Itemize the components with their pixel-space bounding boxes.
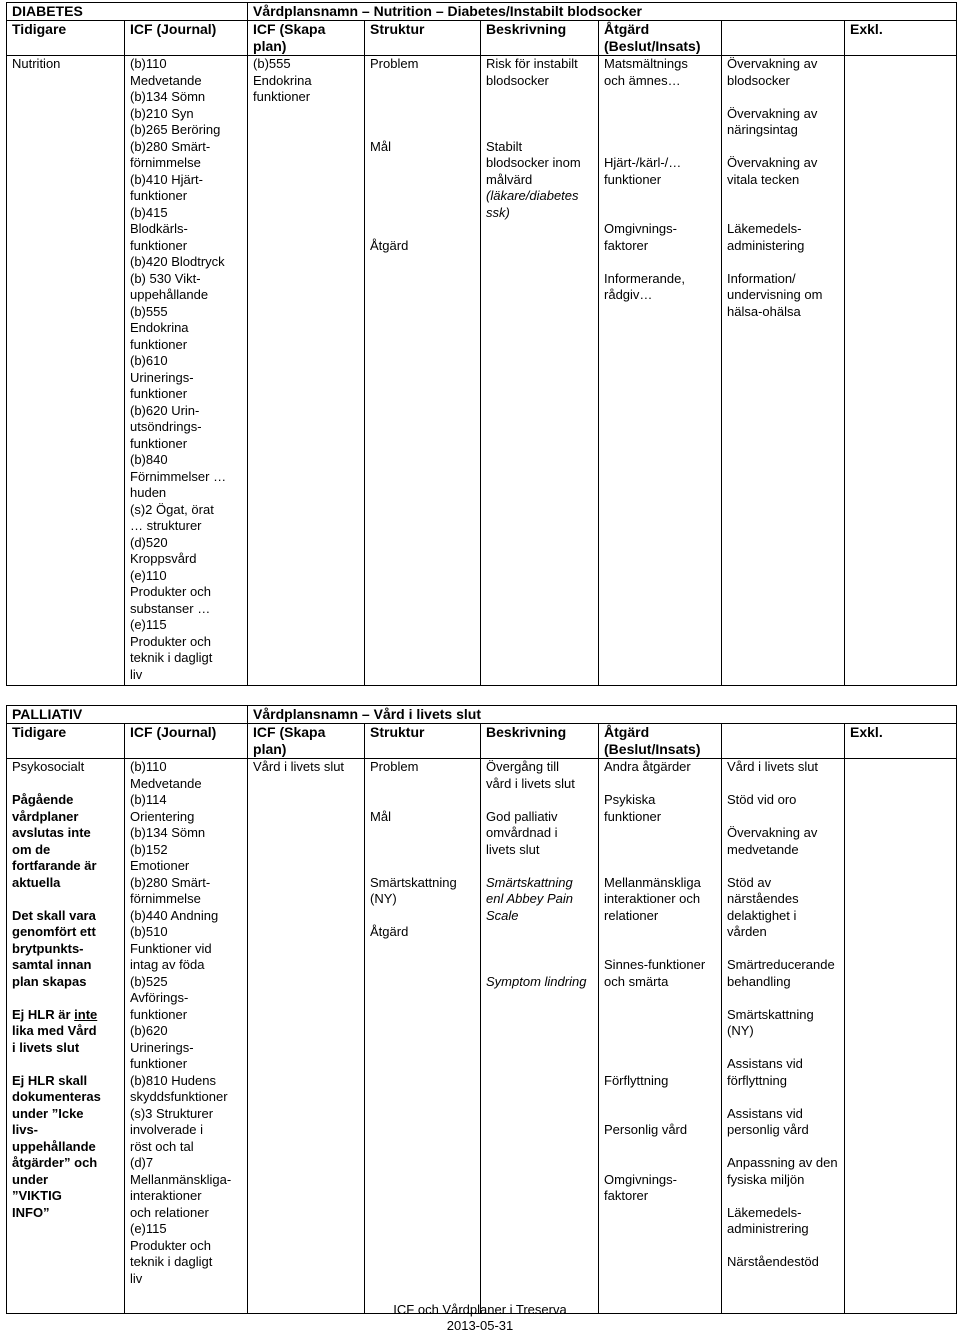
cell-line: interaktioner och — [604, 891, 701, 906]
header-row — [7, 21, 957, 56]
header-tidigare: Tidigare — [7, 21, 125, 56]
cell-line — [370, 908, 475, 925]
cell-line: Risk för instabilt — [486, 56, 578, 71]
cell-line: (b)555 — [130, 303, 168, 319]
cell-line: ”VIKTIG — [12, 1188, 62, 1203]
cell-line — [486, 924, 593, 941]
cell-line: hälsa-ohälsa — [727, 303, 801, 319]
care-plan-name: Vårdplansnamn – Nutrition – Diabetes/Instabilt blodsocker — [248, 3, 957, 21]
cell-line — [604, 205, 716, 222]
cell-line — [604, 1106, 716, 1123]
body-row — [7, 759, 957, 1314]
cell-line: Anpassning av den — [727, 1155, 838, 1170]
cell-line: Problem — [370, 759, 419, 774]
header-icf-journal: ICF (Journal) — [125, 724, 248, 759]
cell-line: Urinerings- — [130, 1039, 194, 1055]
cell-line: Stöd av — [727, 874, 772, 890]
cell-line: Förflyttning — [604, 1072, 669, 1088]
cell-line: under ”Icke — [12, 1105, 84, 1121]
cell-line: vårdplaner — [12, 808, 79, 824]
cell-line: Mål — [370, 138, 391, 154]
cell-line: livets slut — [486, 841, 540, 857]
cell-line: (NY) — [727, 1023, 754, 1038]
cell-line: (b)525 — [130, 973, 168, 989]
cell-line — [486, 106, 593, 123]
cell-line — [486, 858, 593, 875]
cell-line: (d)7 — [130, 1155, 154, 1170]
cell-line: Symptom lindring — [486, 973, 587, 989]
cell-line: enl Abbey Pain — [486, 891, 573, 906]
cell-line: i livets slut — [12, 1039, 80, 1055]
cell-line — [727, 1040, 839, 1057]
cell-line: Åtgärd — [370, 237, 409, 253]
cell-line: (e)115 — [130, 617, 167, 632]
cell-line — [727, 139, 839, 156]
cell-line: utsöndrings- — [130, 419, 202, 434]
header-exkl: Exkl. — [845, 724, 957, 759]
cell-line: Matsmältnings — [604, 56, 688, 71]
cell-line — [604, 1007, 716, 1024]
cell-line — [486, 957, 593, 974]
cell-line — [486, 941, 593, 958]
cell-line: (b)810 Hudens — [130, 1072, 216, 1088]
cell-line: undervisning om — [727, 287, 823, 302]
cell-line: Problem — [370, 56, 419, 71]
cell-line: lika med Vård — [12, 1023, 97, 1038]
cell-line: faktorer — [604, 1188, 649, 1203]
header-row — [7, 724, 957, 759]
cell-line: om de — [12, 841, 51, 857]
header-exkl: Exkl. — [845, 21, 957, 56]
cell-line — [727, 254, 839, 271]
cell-line: under — [12, 1171, 49, 1187]
cell-line — [727, 205, 839, 222]
cell-line — [604, 188, 716, 205]
cell-line — [486, 122, 593, 139]
cell-line: Medvetande — [130, 72, 202, 88]
cell-line: Hjärt-/kärl-/… — [604, 155, 682, 170]
cell-line: Psykiska — [604, 792, 656, 807]
cell-line — [604, 776, 716, 793]
cell-line — [727, 941, 839, 958]
cell-line: Ej HLR skall — [12, 1072, 88, 1088]
cell-line — [604, 122, 716, 139]
cell-line: (b)415 — [130, 204, 168, 220]
cell-line — [604, 106, 716, 123]
cell-line: INFO” — [12, 1204, 50, 1220]
cell-line — [370, 188, 475, 205]
cell-line: faktorer — [604, 237, 649, 253]
cell-line: målvärd — [486, 171, 533, 187]
cell-line: Medvetande — [130, 775, 202, 791]
cell-line — [604, 842, 716, 859]
cell-line: (b)152 — [130, 841, 168, 857]
cell-line — [604, 858, 716, 875]
cell-line — [604, 1155, 716, 1172]
header-beskrivning: Beskrivning — [481, 724, 599, 759]
cell-line — [12, 990, 119, 1007]
cell-line: åtgärder” och — [12, 1155, 98, 1170]
header-blank — [722, 724, 845, 759]
cell-line: (b)620 Urin- — [130, 402, 200, 418]
cell-line — [12, 1056, 119, 1073]
cell-line: röst och tal — [130, 1138, 194, 1154]
cell-line — [370, 221, 475, 238]
cell-atgard — [599, 759, 722, 1314]
cell-atgard — [599, 56, 722, 686]
cell-line: (b)280 Smärt- — [130, 138, 211, 154]
cell-line: Vård i livets slut — [727, 759, 819, 774]
section-title: DIABETES — [7, 3, 248, 21]
header-atgard: Åtgärd (Beslut/Insats) — [599, 21, 722, 56]
cell-line: funktioner — [253, 89, 311, 104]
cell-line: Produkter och — [130, 1237, 211, 1253]
header-tidigare: Tidigare — [7, 724, 125, 759]
cell-line: förnimmelse — [130, 891, 201, 906]
cell-line — [604, 1040, 716, 1057]
cell-line: förnimmelse — [130, 155, 201, 170]
cell-line: (b)110 — [130, 759, 167, 774]
cell-line — [727, 1238, 839, 1255]
cell-line — [604, 924, 716, 941]
cell-line: vården — [727, 924, 767, 939]
cell-icf-skapa — [248, 759, 365, 1314]
cell-line: funktioner — [130, 386, 188, 401]
cell-exkl — [845, 759, 957, 1314]
cell-line: Övervakning av — [727, 825, 818, 840]
section-title: PALLIATIV — [7, 706, 248, 724]
cell-line: och smärta — [604, 973, 669, 989]
cell-line: uppehållande — [130, 287, 209, 302]
cell-line: funktioner — [130, 188, 188, 203]
cell-line: vård i livets slut — [486, 775, 575, 791]
cell-line: Sinnes-funktioner — [604, 957, 706, 972]
cell-line: Blodkärls- — [130, 221, 188, 236]
cell-line: funktioner — [130, 237, 188, 253]
cell-line: (b)555 — [253, 56, 291, 71]
cell-line: Det skall vara — [12, 907, 96, 923]
cell-line: avslutas inte — [12, 825, 91, 840]
cell-line — [604, 89, 716, 106]
cell-line: Övergång till — [486, 759, 559, 774]
care-plan-name: Vårdplansnamn – Vård i livets slut — [248, 706, 957, 724]
tidigare-label: Psykosocialt — [12, 759, 85, 774]
cell-tidigare: Nutrition — [7, 56, 125, 686]
cell-line: Smärtskattning — [727, 1006, 814, 1022]
cell-line: (b)440 Andning — [130, 907, 219, 923]
cell-line — [370, 73, 475, 90]
diabetes-table — [6, 2, 957, 686]
cell-line: fortfarande är — [12, 858, 97, 873]
cell-line: Förnimmelser … — [130, 468, 227, 484]
cell-exkl — [845, 56, 957, 686]
cell-line: plan skapas — [12, 973, 87, 989]
cell-line: Kroppsvård — [130, 551, 197, 566]
cell-line: Mellanmänskliga — [604, 874, 701, 890]
cell-line — [486, 792, 593, 809]
cell-line: blodsocker inom — [486, 155, 581, 170]
cell-line — [486, 89, 593, 106]
cell-line: Omgivnings- — [604, 1171, 677, 1187]
cell-line — [604, 254, 716, 271]
cell-line: Endokrina — [130, 320, 189, 335]
palliativ-table — [6, 705, 957, 1314]
cell-line: (b)610 — [130, 353, 168, 368]
cell-line: Information/ — [727, 270, 796, 286]
cell-atgard-insats — [722, 759, 845, 1314]
cell-line: Övervakning av — [727, 155, 818, 170]
cell-icf-skapa — [248, 56, 365, 686]
cell-line: Åtgärd — [370, 924, 409, 939]
cell-line: teknik i dagligt — [130, 1254, 213, 1269]
cell-line: Vård i livets slut — [253, 759, 345, 774]
cell-line: … strukturer — [130, 518, 202, 533]
cell-line: (e)115 — [130, 1221, 167, 1236]
cell-line: blodsocker — [727, 72, 790, 88]
cell-line: Andra åtgärder — [604, 759, 691, 774]
cell-line: interaktioner — [130, 1188, 202, 1203]
cell-line: funktioner — [130, 1006, 188, 1022]
cell-line: teknik i dagligt — [130, 650, 213, 665]
cell-line — [604, 1089, 716, 1106]
cell-line: (s)3 Strukturer — [130, 1105, 214, 1121]
cell-line: (b)840 — [130, 452, 168, 467]
cell-line: behandling — [727, 973, 791, 989]
cell-line: God palliativ — [486, 808, 558, 824]
cell-line — [12, 891, 119, 908]
cell-line: fysiska miljön — [727, 1171, 805, 1187]
cell-line: omvårdnad i — [486, 825, 558, 840]
cell-line: (NY) — [370, 891, 397, 906]
cell-line: Mellanmänskliga- — [130, 1171, 232, 1187]
header-icf-skapa: ICF (Skapa plan) — [248, 724, 365, 759]
cell-line: Produkter och — [130, 633, 211, 649]
cell-line: (b)420 Blodtryck — [130, 254, 225, 269]
cell-beskrivning — [481, 759, 599, 1314]
cell-struktur — [365, 56, 481, 686]
cell-struktur — [365, 759, 481, 1314]
cell-line: personlig vård — [727, 1122, 809, 1137]
cell-line: Smärtreducerande — [727, 957, 835, 972]
cell-line — [370, 122, 475, 139]
cell-line — [727, 89, 839, 106]
cell-beskrivning — [481, 56, 599, 686]
cell-line: aktuella — [12, 874, 61, 890]
cell-line: Stabilt — [486, 138, 523, 154]
cell-line: (e)110 — [130, 567, 167, 583]
cell-line: och relationer — [130, 1204, 209, 1220]
cell-line: intag av föda — [130, 957, 205, 972]
header-struktur: Struktur — [365, 724, 481, 759]
cell-atgard-insats — [722, 56, 845, 686]
cell-line: (b)114 — [130, 792, 167, 807]
cell-line: Närståendestöd — [727, 1254, 819, 1269]
cell-icf-journal — [125, 759, 248, 1314]
cell-line: Läkemedels- — [727, 221, 802, 236]
cell-line — [727, 1188, 839, 1205]
cell-line: inte — [74, 1006, 98, 1022]
cell-line: Ej HLR är inte — [12, 1006, 98, 1022]
cell-line: Endokrina — [253, 72, 312, 88]
cell-line — [370, 825, 475, 842]
cell-line — [370, 776, 475, 793]
cell-line: (b)210 Syn — [130, 105, 194, 121]
cell-line: uppehållande — [12, 1138, 96, 1154]
cell-line: delaktighet i — [727, 907, 797, 923]
cell-line: (läkare/diabetes — [486, 188, 579, 203]
cell-line: (b)280 Smärt- — [130, 874, 211, 890]
cell-line — [604, 825, 716, 842]
cell-line: funktioner — [604, 171, 662, 187]
body-row — [7, 56, 957, 686]
cell-line — [727, 776, 839, 793]
cell-line: Läkemedels- — [727, 1204, 802, 1220]
cell-line: funktioner — [604, 808, 662, 824]
cell-line: administrering — [727, 1221, 809, 1236]
cell-line: liv — [130, 666, 143, 682]
cell-line — [604, 941, 716, 958]
cell-line: medvetande — [727, 841, 799, 857]
cell-line: Smärtskattning — [486, 874, 573, 890]
header-beskrivning: Beskrivning — [481, 21, 599, 56]
cell-line: (b)510 — [130, 924, 168, 939]
cell-line: Avförings- — [130, 990, 189, 1005]
cell-line: Stöd vid oro — [727, 792, 797, 807]
cell-line — [370, 89, 475, 106]
cell-line: förflyttning — [727, 1072, 787, 1088]
cell-tidigare — [7, 759, 125, 1314]
cell-line: (s)2 Ögat, örat — [130, 501, 214, 517]
cell-line — [727, 1139, 839, 1156]
cell-line — [727, 858, 839, 875]
cell-line: liv — [130, 1270, 143, 1286]
cell-line: (d)520 — [130, 534, 168, 550]
cell-line — [370, 172, 475, 189]
cell-line: ssk) — [486, 204, 510, 220]
cell-line: Informerande, — [604, 270, 685, 286]
cell-line: Övervakning av — [727, 105, 818, 121]
cell-line: genomfört ett — [12, 924, 96, 939]
cell-line: och ämnes… — [604, 72, 681, 88]
header-struktur: Struktur — [365, 21, 481, 56]
cell-line: Assistans vid — [727, 1056, 803, 1071]
cell-line: näringsintag — [727, 122, 798, 137]
cell-line: relationer — [604, 907, 659, 923]
cell-line — [370, 858, 475, 875]
cell-line: närståendes — [727, 891, 799, 906]
cell-line: (b)110 — [130, 56, 167, 71]
cell-line: Smärtskattning — [370, 874, 457, 890]
cell-line: (b)620 — [130, 1023, 168, 1038]
cell-line: substanser … — [130, 600, 211, 616]
header-atgard: Åtgärd (Beslut/Insats) — [599, 724, 722, 759]
cell-line: (b)134 Sömn — [130, 89, 206, 104]
cell-line: Övervakning av — [727, 56, 818, 71]
cell-line — [727, 1089, 839, 1106]
cell-line — [370, 106, 475, 123]
cell-line: samtal innan — [12, 957, 92, 972]
cell-line — [727, 809, 839, 826]
footer-title: ICF och Vårdplaner i Treserva — [393, 1302, 567, 1317]
cell-line — [370, 205, 475, 222]
cell-line: Scale — [486, 907, 519, 923]
cell-line: Orientering — [130, 808, 195, 824]
cell-line: Mål — [370, 808, 391, 824]
cell-line — [727, 188, 839, 205]
cell-line — [604, 1023, 716, 1040]
cell-line: Pågående — [12, 792, 74, 807]
footer-date: 2013-05-31 — [446, 1318, 514, 1333]
footer — [0, 1302, 960, 1334]
cell-line: vitala tecken — [727, 171, 800, 187]
cell-line — [370, 842, 475, 859]
cell-line: Funktioner vid — [130, 940, 212, 956]
cell-line: rådgiv… — [604, 287, 653, 302]
cell-line — [604, 990, 716, 1007]
cell-line — [370, 792, 475, 809]
cell-line: Produkter och — [130, 584, 211, 599]
cell-line: (b)134 Sömn — [130, 825, 206, 840]
tidigare-notes — [12, 792, 119, 1221]
cell-line — [604, 1056, 716, 1073]
cell-line: huden — [130, 485, 167, 500]
cell-line: funktioner — [130, 336, 188, 352]
cell-line — [727, 990, 839, 1007]
header-icf-journal: ICF (Journal) — [125, 21, 248, 56]
cell-line: Personlig vård — [604, 1122, 688, 1137]
cell-line: involverade i — [130, 1122, 203, 1137]
cell-line: Assistans vid — [727, 1105, 803, 1121]
header-icf-skapa: ICF (Skapa plan) — [248, 21, 365, 56]
cell-line: funktioner — [130, 435, 188, 451]
cell-line: (b)410 Hjärt- — [130, 171, 203, 187]
cell-line: brytpunkts- — [12, 940, 84, 956]
cell-line: (b) 530 Vikt- — [130, 270, 201, 286]
cell-line — [604, 1139, 716, 1156]
cell-line — [370, 155, 475, 172]
cell-line — [604, 139, 716, 156]
cell-line: blodsocker — [486, 72, 549, 88]
cell-line: dokumenteras — [12, 1089, 101, 1104]
cell-line: livs- — [12, 1122, 39, 1137]
cell-line: administering — [727, 237, 805, 253]
cell-line: skyddsfunktioner — [130, 1089, 228, 1104]
cell-line: Emotioner — [130, 858, 190, 873]
cell-line: funktioner — [130, 1056, 188, 1071]
cell-line: (b)265 Beröring — [130, 122, 221, 137]
cell-line: Urinerings- — [130, 369, 194, 385]
cell-line: Omgivnings- — [604, 221, 677, 236]
header-blank — [722, 21, 845, 56]
cell-icf-journal — [125, 56, 248, 686]
